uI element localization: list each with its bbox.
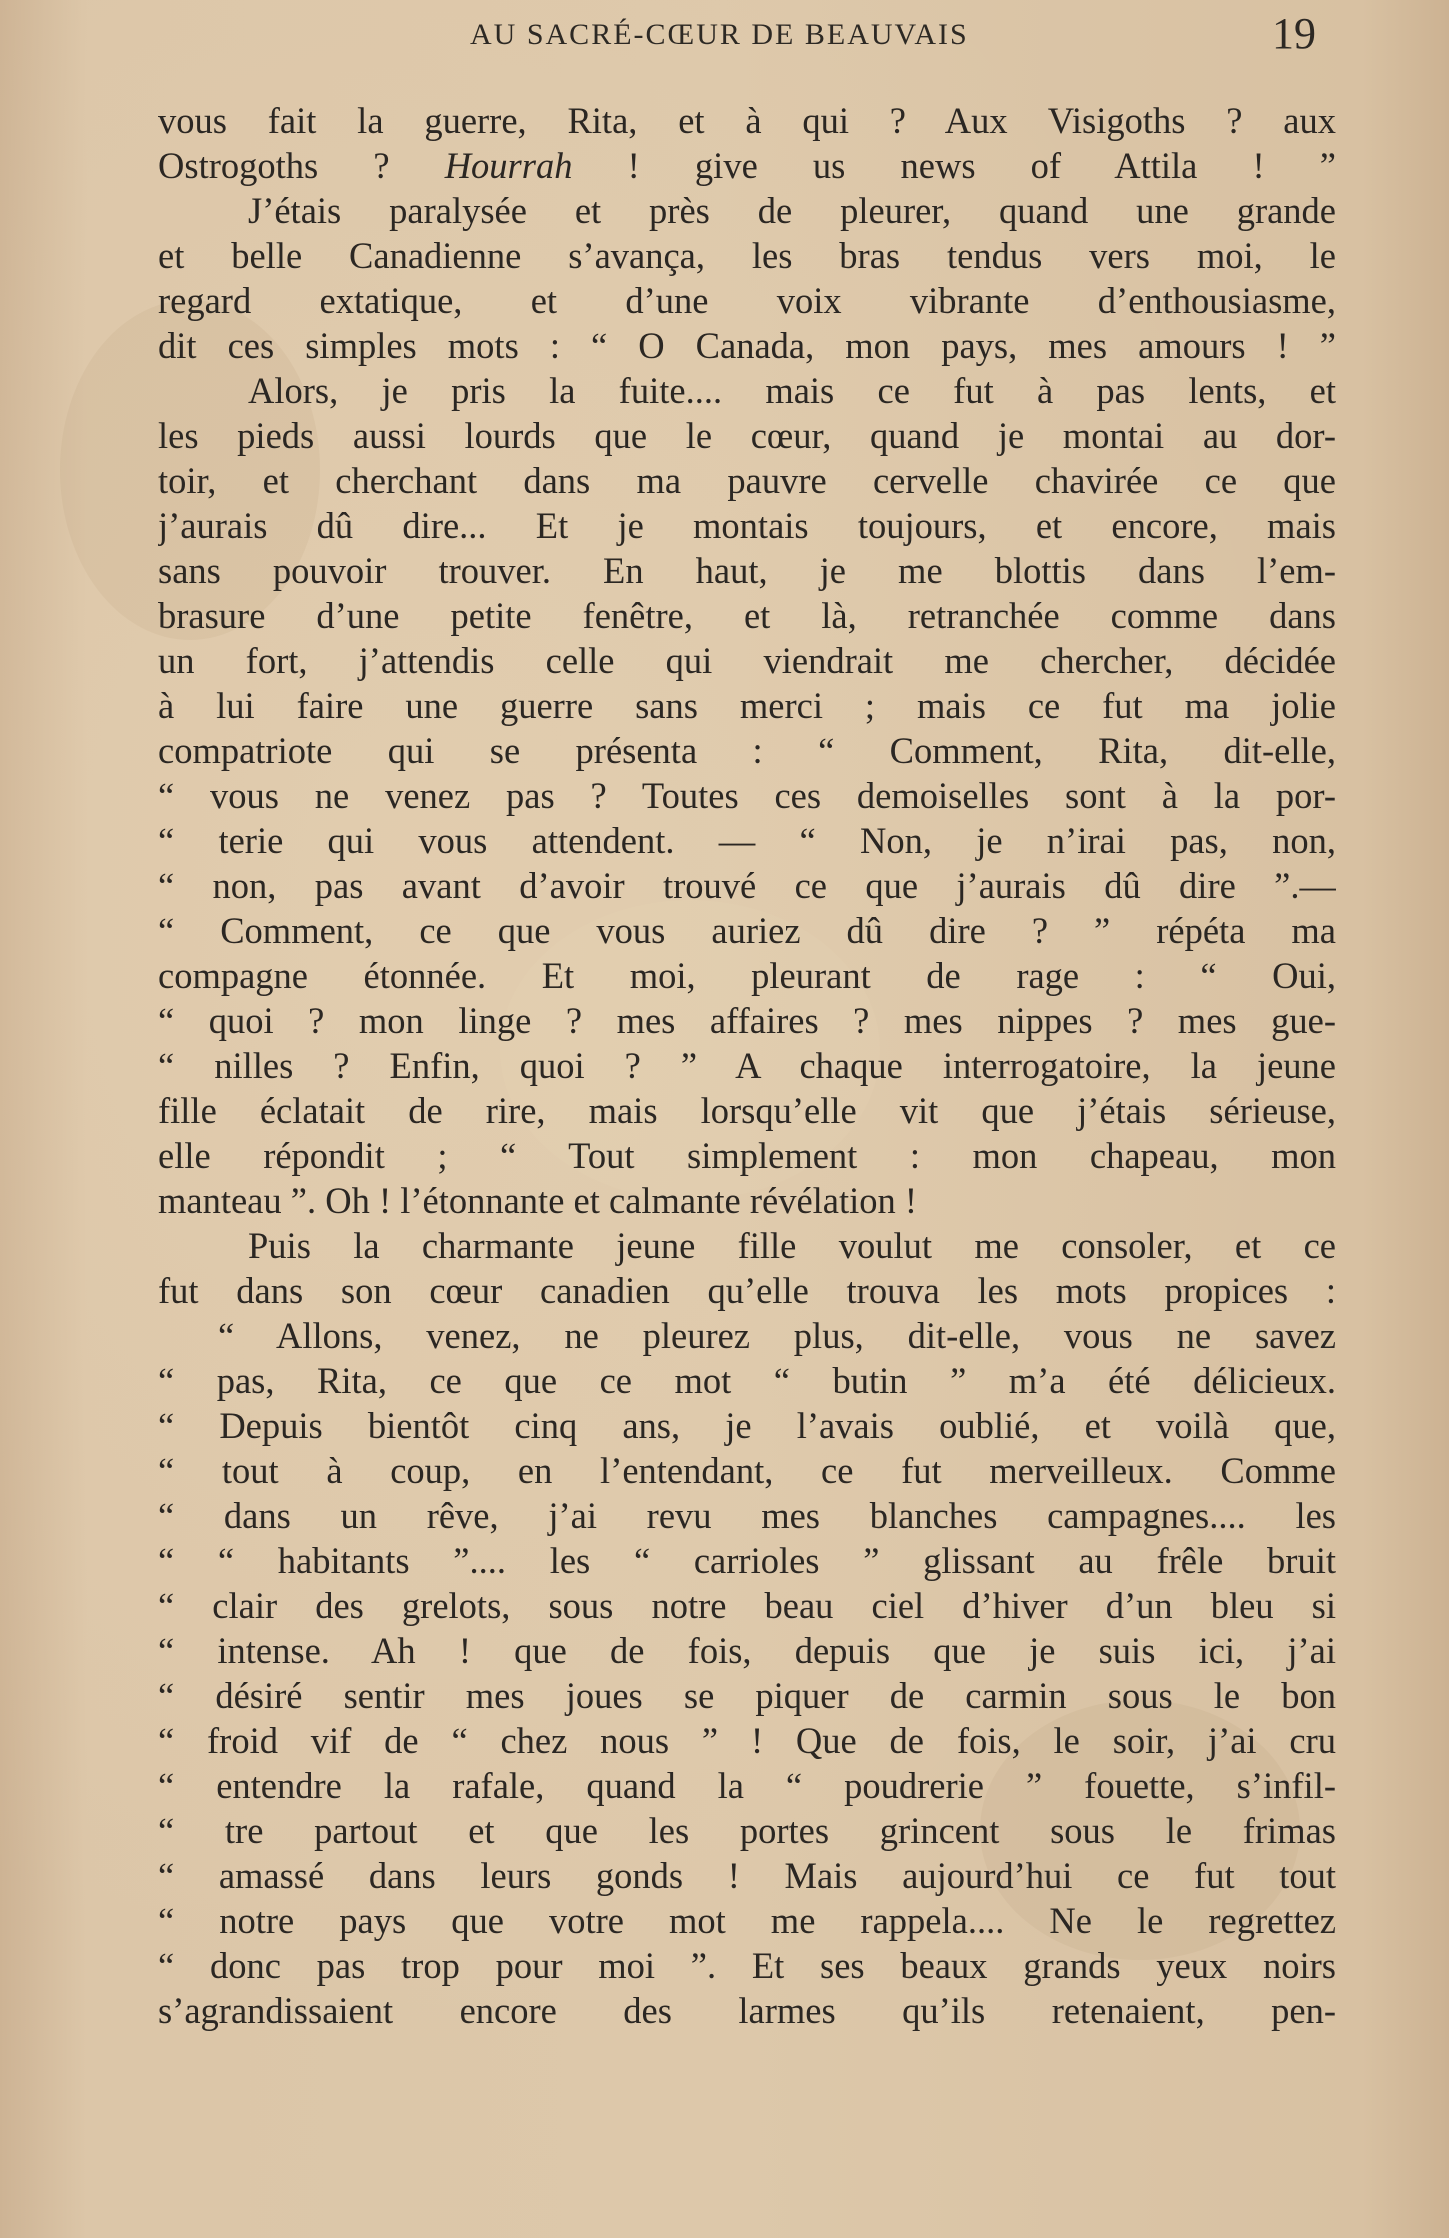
text-line: “ notre pays que votre mot me rappela.... Ne le regrettez (158, 1900, 1336, 1941)
text-line (158, 143, 1336, 188)
text-line: j’aurais dû dire... Et je montais toujours, et encore, mais (158, 505, 1336, 546)
text-line: et belle Canadienne s’avança, les bras tendus vers moi, le (158, 235, 1336, 276)
text-line: fille éclatait de rire, mais lorsqu’elle vit que j’étais sérieuse, (158, 1090, 1336, 1131)
text-line: “ “ habitants ”.... les “ carrioles ” glissant au frêle bruit (158, 1540, 1336, 1581)
body-text (158, 98, 1336, 2033)
text-segment: Ostrogoths ? (158, 145, 445, 186)
text-line: “ pas, Rita, ce que ce mot “ butin ” m’a été délicieux. (158, 1360, 1336, 1401)
text-line: manteau ”. Oh ! l’étonnante et calmante révélation ! (158, 1180, 918, 1221)
text-line: vous fait la guerre, Rita, et à qui ? Aux Visigoths ? aux (158, 100, 1336, 141)
text-line: “ donc pas trop pour moi ”. Et ses beaux grands yeux noirs (158, 1945, 1336, 1986)
text-line: “ désiré sentir mes joues se piquer de carmin sous le bon (158, 1675, 1336, 1716)
text-line: les pieds aussi lourds que le cœur, quand je montai au dor- (158, 415, 1336, 456)
text-line: un fort, j’attendis celle qui viendrait me chercher, décidée (158, 640, 1336, 681)
text-line: “ froid vif de “ chez nous ” ! Que de fois, le soir, j’ai cru (158, 1720, 1336, 1761)
text-line: dit ces simples mots : “ O Canada, mon pays, mes amours ! ” (158, 325, 1336, 366)
text-line: “ amassé dans leurs gonds ! Mais aujourd’hui ce fut tout (158, 1855, 1336, 1896)
text-line: “ quoi ? mon linge ? mes affaires ? mes nippes ? mes gue- (158, 1000, 1336, 1041)
text-line: “ tout à coup, en l’entendant, ce fut merveilleux. Comme (158, 1450, 1336, 1491)
text-line: toir, et cherchant dans ma pauvre cervelle chavirée ce que (158, 460, 1336, 501)
text-line: “ clair des grelots, sous notre beau ciel d’hiver d’un bleu si (158, 1585, 1336, 1626)
text-line: “ tre partout et que les portes grincent sous le frimas (158, 1810, 1336, 1851)
page-header (0, 9, 1449, 64)
text-line: “ vous ne venez pas ? Toutes ces demoiselles sont à la por- (158, 775, 1336, 816)
text-line: “ entendre la rafale, quand la “ poudrerie ” fouette, s’infil- (158, 1765, 1336, 1806)
text-line: compagne étonnée. Et moi, pleurant de rage : “ Oui, (158, 955, 1336, 996)
text-line: à lui faire une guerre sans merci ; mais ce fut ma jolie (158, 685, 1336, 726)
text-line: elle répondit ; “ Tout simplement : mon chapeau, mon (158, 1135, 1336, 1176)
text-line: compatriote qui se présenta : “ Comment, Rita, dit-elle, (158, 730, 1336, 771)
text-segment: ! give us news of Attila ! ” (572, 145, 1336, 186)
text-line: Alors, je pris la fuite.... mais ce fut à pas lents, et (248, 370, 1336, 411)
text-line: “ terie qui vous attendent. — “ Non, je n’irai pas, non, (158, 820, 1336, 861)
text-line: “ Allons, venez, ne pleurez plus, dit-elle, vous ne savez (218, 1315, 1336, 1356)
text-line: “ intense. Ah ! que de fois, depuis que je suis ici, j’ai (158, 1630, 1336, 1671)
page-number: 19 (1272, 9, 1316, 58)
text-line: “ Comment, ce que vous auriez dû dire ? ” répéta ma (158, 910, 1336, 951)
text-line: s’agrandissaient encore des larmes qu’ils retenaient, pen- (158, 1990, 1336, 2031)
text-line: “ non, pas avant d’avoir trouvé ce que j’aurais dû dire ”.— (158, 865, 1336, 906)
italic-word: Hourrah (444, 145, 573, 186)
text-line: “ dans un rêve, j’ai revu mes blanches campagnes.... les (158, 1495, 1336, 1536)
text-line: “ nilles ? Enfin, quoi ? ” A chaque interrogatoire, la jeune (158, 1045, 1336, 1086)
text-line: J’étais paralysée et près de pleurer, quand une grande (248, 190, 1336, 231)
text-line: regard extatique, et d’une voix vibrante d’enthousiasme, (158, 280, 1336, 321)
text-line: fut dans son cœur canadien qu’elle trouva les mots propices : (158, 1270, 1336, 1311)
text-line: Puis la charmante jeune fille voulut me consoler, et ce (248, 1225, 1336, 1266)
text-line: sans pouvoir trouver. En haut, je me blottis dans l’em- (158, 550, 1336, 591)
text-line: “ Depuis bientôt cinq ans, je l’avais oublié, et voilà que, (158, 1405, 1336, 1446)
running-head: AU SACRÉ-CŒUR DE BEAUVAIS (470, 18, 969, 51)
text-line: brasure d’une petite fenêtre, et là, retranchée comme dans (158, 595, 1336, 636)
